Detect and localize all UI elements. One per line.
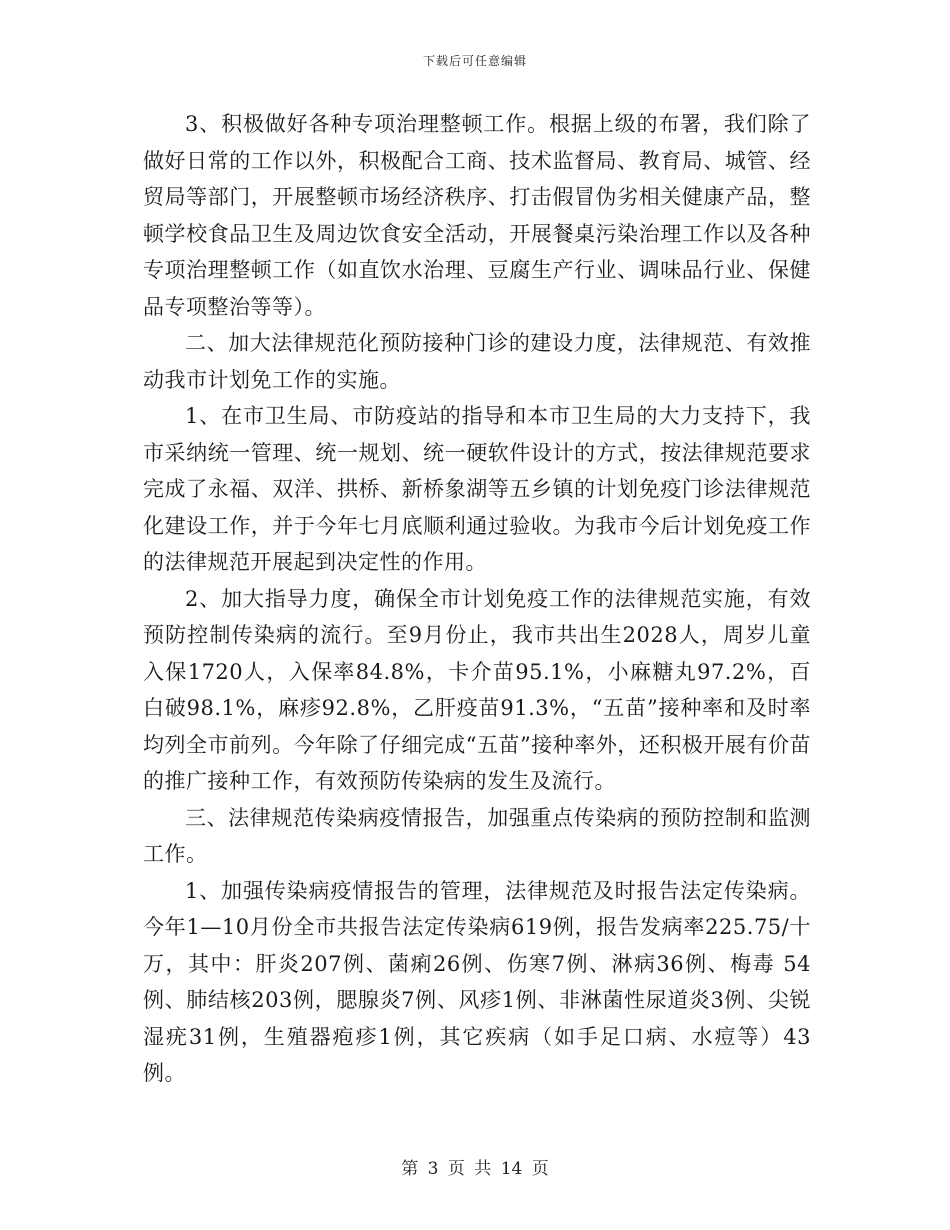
page-header: 下载后可任意编辑: [422, 54, 527, 68]
document-body: [143, 106, 811, 1092]
heading-section-two: 二、加大法律规范化预防接种门诊的建设力度，法律规范、有效推动我市计划免工作的实施。: [143, 331, 811, 392]
paragraph-clinic-construction: 1、在市卫生局、市防疫站的指导和本市卫生局的大力支持下，我市采纳统一管理、统一规划、统一硬软件设计的方式，按法律规范要求完成了永福、双洋、拱桥、新桥象湖等五乡镇的计划免疫门诊法律规范化建设工作，并于今年七月底顺利通过验收。为我市今后计划免疫工作的法律规范开展起到决定性的作用。: [143, 404, 811, 574]
page-number-footer: 第 3 页 共 14 页: [401, 1159, 549, 1179]
heading-section-three: 三、法律规范传染病疫情报告，加强重点传染病的预防控制和监测工作。: [143, 805, 811, 866]
paragraph-special-rectification: 3、积极做好各种专项治理整顿工作。根据上级的布署，我们除了做好日常的工作以外，积极配合工商、技术监督局、教育局、城管、经贸局等部门，开展整顿市场经济秩序、打击假冒伪劣相关健康产品，整顿学校食品卫生及周边饮食安全活动，开展餐桌污染治理工作以及各种专项治理整顿工作（如直饮水治理、豆腐生产行业、调味品行业、保健品专项整治等等）。: [143, 112, 811, 319]
paragraph-epidemic-reporting: 1、加强传染病疫情报告的管理，法律规范及时报告法定传染病。今年1—10月份全市共报告法定传染病619例，报告发病率225.75/十万，其中：肝炎207例、菌痢26例、伤寒7例、淋病36例、梅毒 54例、肺结核203例，腮腺炎7例、风疹1例、非淋菌性尿道炎3例、尖锐湿疣31例，生殖器疱疹1例，其它疾病（如手足口病、水痘等）43例。: [143, 878, 811, 1085]
paragraph-immunization-guidance: 2、加大指导力度，确保全市计划免疫工作的法律规范实施，有效预防控制传染病的流行。至9月份止，我市共出生2028人，周岁儿童入保1720人，入保率84.8%，卡介苗95.1%，小麻糖丸97.2%，百白破98.1%，麻疹92.8%，乙肝疫苗91.3%，“五苗”接种率和及时率均列全市前列。今年除了仔细完成“五苗”接种率外，还积极开展有价苗的推广接种工作，有效预防传染病的发生及流行。: [143, 586, 811, 793]
